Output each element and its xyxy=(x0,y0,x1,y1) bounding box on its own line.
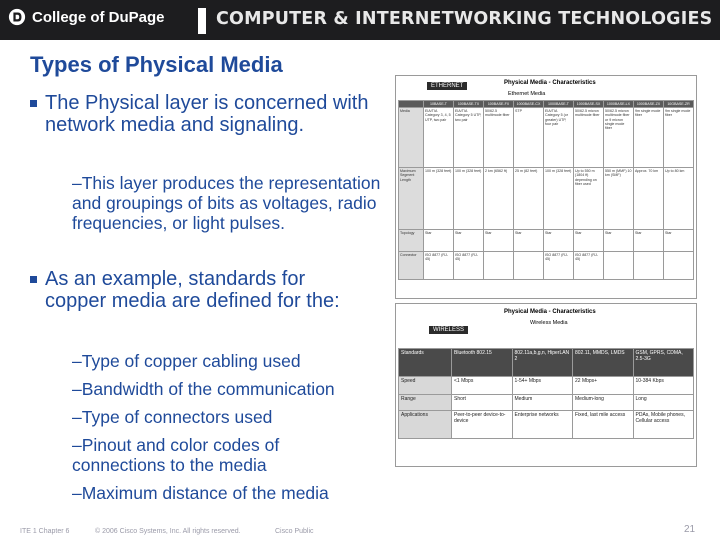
table-cell: Star xyxy=(664,230,694,252)
wireless-tag: WIRELESS xyxy=(426,326,468,334)
table-row xyxy=(399,377,694,395)
table-cell: 550 m (MMF) 10 km (SMF) xyxy=(604,168,634,230)
table-cell: STP xyxy=(514,108,544,168)
footer-chapter: ITE 1 Chapter 6 xyxy=(20,528,70,535)
footer-copyright: © 2006 Cisco Systems, Inc. All rights reserved. xyxy=(95,528,241,535)
slide-title: Types of Physical Media xyxy=(30,52,283,77)
table-header-cell: 1000BASE-T xyxy=(544,101,574,108)
table-cell: Peer-to-peer device-to-device xyxy=(452,411,513,439)
table-cell: Star xyxy=(514,230,544,252)
bullet-2-text: As an example, standards for copper media are defined for the: xyxy=(45,268,340,312)
table-cell: EIA/TIA Category 3, 4, 5 UTP, two pair xyxy=(424,108,454,168)
table-cell: PDAs, Mobile phones, Cellular access xyxy=(633,411,694,439)
table-cell: 50/62.5 multimode fiber xyxy=(484,108,514,168)
wireless-media-figure xyxy=(395,303,697,467)
sub-item: –Maximum distance of the media xyxy=(72,483,329,503)
wireless-figure-title: Physical Media - Characteristics xyxy=(504,309,596,315)
table-cell: Approx. 70 km xyxy=(634,168,664,230)
table-header-cell: Bluetooth 802.15 xyxy=(452,349,513,377)
table-cell: 100 m (328 feet) xyxy=(544,168,574,230)
row-header-cell: Range xyxy=(399,395,452,411)
table-cell: 50/62.5 micron multimode fiber or 9 micron single mode fiber xyxy=(604,108,634,168)
table-cell: Star xyxy=(544,230,574,252)
table-cell: Up to 80 km xyxy=(664,168,694,230)
table-cell: Star xyxy=(574,230,604,252)
table-cell: Enterprise networks xyxy=(512,411,573,439)
table-header-cell: 100BASE-TX xyxy=(454,101,484,108)
row-header-cell: Connector xyxy=(399,252,424,280)
bullet-1-subs xyxy=(72,173,384,233)
table-header-cell: 1000BASE-ZX xyxy=(634,101,664,108)
college-logo-icon xyxy=(8,8,26,26)
table-cell: EIA/TIA Category 5 UTP, two pair xyxy=(454,108,484,168)
table-cell: 22 Mbps+ xyxy=(573,377,634,395)
table-row xyxy=(399,108,694,168)
wireless-table xyxy=(398,348,694,439)
table-cell: EIA/TIA Category 5 (or greater) UTP, four pair xyxy=(544,108,574,168)
table-cell: 50/62.5 micron multimode fiber xyxy=(574,108,604,168)
table-header-cell: 10BASE-T xyxy=(424,101,454,108)
table-header-row xyxy=(399,349,694,377)
table-cell: Up to 550 m (1804 ft) depending on fiber used xyxy=(574,168,604,230)
wireless-figure-subtitle: Wireless Media xyxy=(530,320,568,326)
header-banner: COMPUTER & INTERNETWORKING TECHNOLOGIES xyxy=(216,9,713,29)
table-row xyxy=(399,168,694,230)
table-cell: Long xyxy=(633,395,694,411)
table-cell: Star xyxy=(484,230,514,252)
bullet-2-subs xyxy=(72,351,382,511)
table-header-cell: 1000BASE-SX xyxy=(574,101,604,108)
table-cell xyxy=(514,252,544,280)
table-row xyxy=(399,230,694,252)
table-cell: 100 m (328 feet) xyxy=(454,168,484,230)
bullet-marker xyxy=(30,100,37,107)
table-cell: Medium xyxy=(512,395,573,411)
ethernet-tag: ETHERNET xyxy=(424,82,467,90)
table-header-cell: 802.11a,b,g,n, HiperLAN 2 xyxy=(512,349,573,377)
row-header-cell: Applications xyxy=(399,411,452,439)
table-cell xyxy=(484,252,514,280)
row-header-cell: Speed xyxy=(399,377,452,395)
footer-classification: Cisco Public xyxy=(275,528,314,535)
table-cell: ISO 8877 (RJ-45) xyxy=(544,252,574,280)
table-row xyxy=(399,411,694,439)
table-row xyxy=(399,252,694,280)
bullet-1-text: The Physical layer is concerned with network media and signaling. xyxy=(45,92,369,136)
table-cell: 1-54+ Mbps xyxy=(512,377,573,395)
ethernet-table xyxy=(398,100,694,280)
header-bar xyxy=(0,0,720,40)
table-cell xyxy=(664,252,694,280)
table-header-cell: 1000BASE-LX xyxy=(604,101,634,108)
bullet-marker xyxy=(30,276,37,283)
table-cell: Fixed, last mile access xyxy=(573,411,634,439)
table-cell xyxy=(604,252,634,280)
table-cell: Star xyxy=(634,230,664,252)
bullet-1 xyxy=(30,92,390,136)
sub-item: –This layer produces the representation and groupings of bits as voltages, radio frequencies, or light pulses. xyxy=(72,173,381,233)
college-logo xyxy=(8,8,165,26)
table-cell: Short xyxy=(452,395,513,411)
table-cell: ISO 8877 (RJ-45) xyxy=(454,252,484,280)
table-cell: Star xyxy=(454,230,484,252)
table-header-cell: 10GBASE-ZR xyxy=(664,101,694,108)
row-header-cell: Topology xyxy=(399,230,424,252)
table-cell: Medium-long xyxy=(573,395,634,411)
college-name: College of DuPage xyxy=(32,8,165,26)
table-header-cell: 1000BASE-CX xyxy=(514,101,544,108)
table-cell: 100 m (328 feet) xyxy=(424,168,454,230)
table-cell: 25 m (82 feet) xyxy=(514,168,544,230)
table-cell xyxy=(634,252,664,280)
table-cell: 10-384 Kbps xyxy=(633,377,694,395)
table-header-cell xyxy=(399,101,424,108)
table-cell: 9m single mode fiber xyxy=(634,108,664,168)
sub-item: –Type of copper cabling used xyxy=(72,351,301,371)
table-cell: 2 km (6562 ft) xyxy=(484,168,514,230)
ethernet-figure-title: Physical Media - Characteristics xyxy=(504,80,596,86)
ethernet-media-figure xyxy=(395,75,697,299)
header-divider xyxy=(198,8,206,34)
bullet-2 xyxy=(30,268,370,312)
table-header-cell: GSM, GPRS, CDMA, 2.5-3G xyxy=(633,349,694,377)
sub-item: –Type of connectors used xyxy=(72,407,273,427)
row-header-cell: Media xyxy=(399,108,424,168)
page-number: 21 xyxy=(684,524,696,535)
table-header-row xyxy=(399,101,694,108)
sub-item: –Bandwidth of the communication xyxy=(72,379,335,399)
table-cell: <1 Mbps xyxy=(452,377,513,395)
table-header-cell: 100BASE-FX xyxy=(484,101,514,108)
table-cell: ISO 8877 (RJ-45) xyxy=(574,252,604,280)
table-cell: Star xyxy=(604,230,634,252)
table-cell: 9m single mode fiber xyxy=(664,108,694,168)
table-cell: ISO 8877 (RJ-45) xyxy=(424,252,454,280)
sub-item: –Pinout and color codes of connections to the media xyxy=(72,435,280,475)
table-header-cell: Standards xyxy=(399,349,452,377)
table-header-cell: 802.11, MMDS, LMDS xyxy=(573,349,634,377)
ethernet-figure-subtitle: Ethernet Media xyxy=(508,91,546,97)
table-row xyxy=(399,395,694,411)
table-cell: Star xyxy=(424,230,454,252)
row-header-cell: Maximum Segment Length xyxy=(399,168,424,230)
